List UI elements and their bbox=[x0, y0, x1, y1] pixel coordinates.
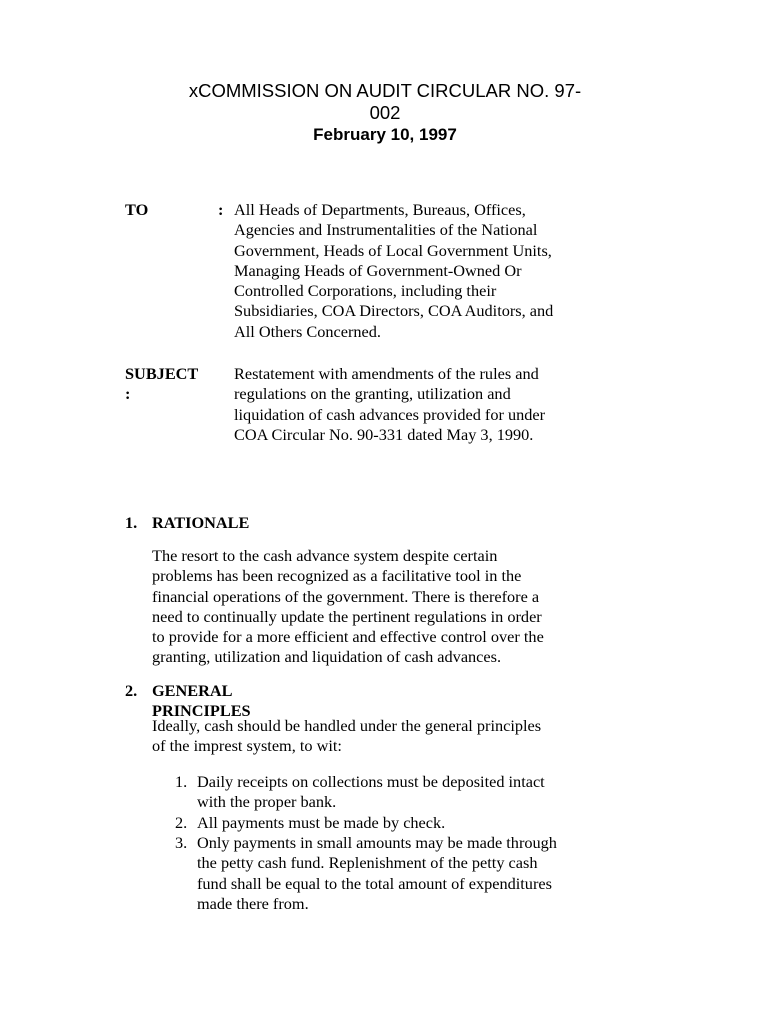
to-line: All Heads of Departments, Bureaus, Offices, bbox=[234, 200, 526, 219]
list-item bbox=[197, 813, 657, 833]
to-line: Subsidiaries, COA Directors, COA Auditors, and bbox=[234, 301, 554, 321]
list-item-line: fund shall be equal to the total amount of expenditures bbox=[197, 873, 552, 893]
list-item-line: Daily receipts on collections must be deposited intact bbox=[197, 772, 545, 791]
subject-label: SUBJECT : bbox=[125, 364, 198, 404]
section-heading: GENERAL PRINCIPLES bbox=[152, 681, 251, 721]
to-line: Agencies and Instrumentalities of the National bbox=[234, 220, 538, 240]
title-line-1: xCOMMISSION ON AUDIT CIRCULAR NO. 97- bbox=[188, 80, 582, 101]
subject-line: liquidation of cash advances provided for under bbox=[234, 404, 546, 424]
paragraph-line: to provide for a more efficient and effective control over the bbox=[152, 627, 544, 647]
paragraph-line: The resort to the cash advance system despite certain bbox=[152, 546, 498, 565]
subject-line: COA Circular No. 90-331 dated May 3, 1990. bbox=[234, 424, 534, 444]
paragraph-line: problems has been recognized as a facilitative tool in the bbox=[152, 566, 522, 586]
list-item bbox=[197, 772, 657, 813]
title-line-2: 002 bbox=[369, 102, 401, 123]
to-colon: : bbox=[218, 200, 224, 219]
paragraph-line: financial operations of the government. There is therefore a bbox=[152, 586, 540, 606]
principles-paragraph bbox=[152, 716, 652, 757]
circular-title bbox=[120, 80, 650, 124]
paragraph-line: of the imprest system, to wit: bbox=[152, 736, 342, 756]
to-label: TO bbox=[125, 200, 149, 219]
paragraph-line: need to continually update the pertinent regulations in order bbox=[152, 606, 542, 626]
list-item-line: All payments must be made by check. bbox=[197, 813, 446, 832]
paragraph-line: Ideally, cash should be handled under the general principles bbox=[152, 716, 542, 735]
list-item-line: made there from. bbox=[197, 893, 309, 913]
list-item-number: 3. bbox=[175, 833, 188, 852]
to-recipients bbox=[234, 200, 654, 342]
list-item-number: 2. bbox=[175, 813, 188, 832]
list-item bbox=[197, 833, 657, 914]
subject-text bbox=[234, 364, 654, 445]
to-line: Managing Heads of Government-Owned Or bbox=[234, 260, 522, 280]
circular-date: February 10, 1997 bbox=[313, 125, 457, 144]
section-number: 1. bbox=[125, 513, 138, 532]
list-item-line: Only payments in small amounts may be made through bbox=[197, 833, 557, 852]
rationale-paragraph bbox=[152, 546, 652, 668]
list-item-line: the petty cash fund. Replenishment of the petty cash bbox=[197, 853, 538, 873]
to-line: Government, Heads of Local Government Units, bbox=[234, 240, 552, 260]
section-number: 2. bbox=[125, 681, 138, 700]
to-line: All Others Concerned. bbox=[234, 321, 381, 341]
to-line: Controlled Corporations, including their bbox=[234, 281, 497, 301]
list-item-number: 1. bbox=[175, 772, 188, 791]
subject-line: regulations on the granting, utilization and bbox=[234, 384, 511, 404]
list-item-line: with the proper bank. bbox=[197, 792, 337, 812]
section-heading: RATIONALE bbox=[152, 513, 250, 532]
subject-line: Restatement with amendments of the rules and bbox=[234, 364, 539, 383]
paragraph-line: granting, utilization and liquidation of cash advances. bbox=[152, 647, 502, 667]
